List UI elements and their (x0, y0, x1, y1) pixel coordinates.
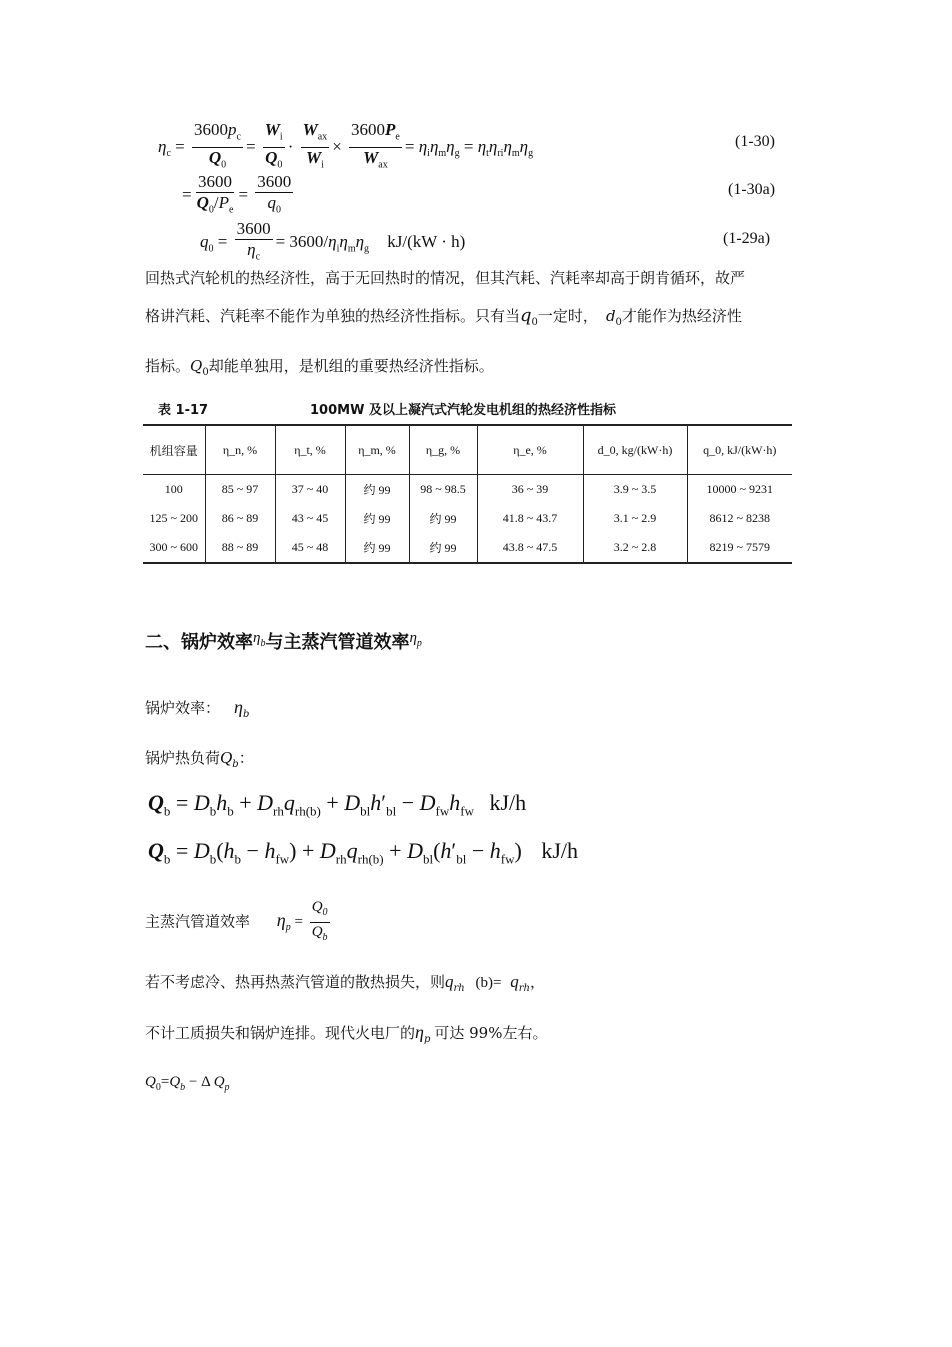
section-heading: 二、锅炉效率$^{\eta_b}$与主蒸汽管道效率$^{\eta_p}$ (145, 630, 422, 653)
boiler-load-equation-2: $Q_b = D_b(h_b - h_{fw}) + D_{rh}q_{rh(b)} + D_{bl}(h'_{bl} - h_{fw})$ kJ/h (148, 838, 578, 867)
pipe-efficiency-line: 主蒸汽管道效率 $\eta_p$ = $\frac{Q_0}{Q_b}$ (145, 899, 328, 943)
table-cell: 10000 ~ 9231 (687, 475, 792, 505)
formula-number-2: (1-30a) (728, 181, 776, 198)
table-row (143, 533, 792, 562)
formula-1-29a: $q_0$ = $\frac{3600}{\eta_c}$ = $3600/\eta_i\eta_m\eta_g$ kJ/(kW · h) (200, 219, 466, 263)
unit-label: kJ/h (541, 838, 578, 863)
table-cell: 100 (164, 482, 183, 496)
formula-number-1: (1-30) (735, 133, 775, 150)
table-cell: 8219 ~ 7579 (687, 533, 792, 562)
boiler-load-equation-1: $Q_b = D_bh_b + D_{rh}q_{rh(b)} + D_{bl}h'_{bl} - D_{fw}h_{fw}$ kJ/h (148, 790, 527, 819)
table-cell: 43 ~ 45 (275, 504, 345, 533)
final-equation: $Q_0=Q_b - \Delta$ $Q_p$ (145, 1074, 230, 1093)
table-cell: 88 ~ 89 (205, 533, 275, 562)
formula-number-3: (1-29a) (723, 230, 771, 247)
table-cell: 约 99 (409, 504, 477, 533)
table-title: 100MW 及以上凝汽式汽轮发电机组的热经济性指标 (310, 403, 616, 418)
table-row (143, 504, 792, 533)
formula-1-30a: = $\frac{3600}{Q_0/P_e}$ = $\frac{3600}{q_0}$ (182, 172, 292, 216)
boiler-load-line: 锅炉热负荷$Q_b$： (145, 748, 254, 770)
table-cell: 43.8 ~ 47.5 (477, 533, 583, 562)
data-table (143, 424, 792, 564)
table-header-row (143, 426, 792, 475)
table-header-cell: d_0, kg/(kW·h) (583, 426, 687, 475)
note-line-1: 若不考虑冷、热再热蒸汽管道的散热损失，则$q_{rh}$ $(b)= q_{rh}$， (145, 972, 546, 994)
table-cell: 3.1 ~ 2.9 (583, 504, 687, 533)
table-cell: 8612 ~ 8238 (687, 504, 792, 533)
table-header-cell: η_e, % (477, 426, 583, 475)
table-cell: 85 ~ 97 (205, 475, 275, 505)
table-cell: 约 99 (345, 504, 409, 533)
table-cell: 约 99 (345, 475, 409, 505)
table-cell: 3.9 ~ 3.5 (583, 475, 687, 505)
table-cell: 36 ~ 39 (477, 475, 583, 505)
boiler-efficiency-line: 锅炉效率： $\eta_b$ (145, 697, 250, 720)
table-cell: 3.2 ~ 2.8 (583, 533, 687, 562)
table-header-cell: 机组容量 (149, 443, 198, 458)
table-header-cell: η_n, % (205, 426, 275, 475)
table-cell: 约 99 (409, 533, 477, 562)
paragraph-line-2: 格讲汽耗、汽耗率不能作为单独的热经济性指标。只有当$q_0$一定时， $d_0$才能作为热经济性 (145, 305, 742, 328)
table-cell: 86 ~ 89 (205, 504, 275, 533)
paragraph-line-3: 指标。$Q_0$却能单独用，是机组的重要热经济性指标。 (145, 357, 494, 378)
table-header-cell: q_0, kJ/(kW·h) (687, 426, 792, 475)
table-cell: 41.8 ~ 43.7 (477, 504, 583, 533)
table-cell: 125 ~ 200 (149, 511, 198, 525)
table-header-cell: η_g, % (409, 426, 477, 475)
formula-1-30: $\eta_c$ = $\frac{3600p_c}{Q_0}$ = $\frac{W_i}{Q_0}$ · $\frac{W_{ax}}{W_i}$ × $\frac{3600P_e}{W_{ax}}$ = $\eta_i\eta_m\eta_g = \eta_t\eta_{ri}\eta_m\eta_g$ (158, 120, 534, 171)
formula-unit: kJ/(kW · h) (387, 232, 466, 252)
table-cell: 约 99 (345, 533, 409, 562)
table-cell: 45 ~ 48 (275, 533, 345, 562)
table-header-cell: η_t, % (275, 426, 345, 475)
paragraph-line-1: 回热式汽轮机的热经济性，高于无回热时的情况，但其汽耗、汽耗率却高于朗肯循环，故严 (145, 269, 746, 287)
table-number: 表 1-17 (158, 403, 209, 418)
table-cell: 300 ~ 600 (149, 540, 198, 554)
table-cell: 98 ~ 98.5 (409, 475, 477, 505)
table-cell: 37 ~ 40 (275, 475, 345, 505)
table-header-cell: η_m, % (345, 426, 409, 475)
table-row (143, 475, 792, 505)
note-line-2: 不计工质损失和锅炉连排。现代火电厂的$\eta_p$ 可达 99%左右。 (145, 1022, 548, 1045)
unit-label: kJ/h (489, 790, 527, 815)
